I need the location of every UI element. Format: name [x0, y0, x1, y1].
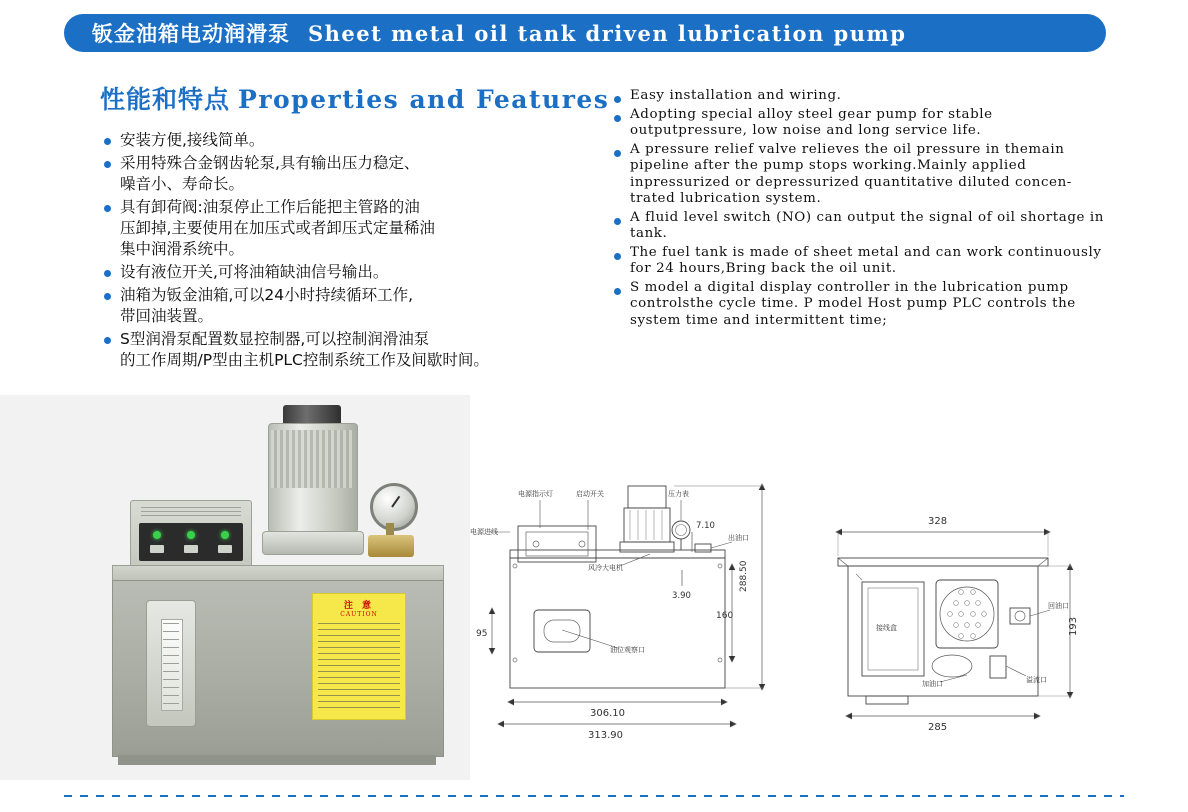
button-left[interactable] — [150, 545, 164, 553]
control-panel-face — [139, 523, 243, 561]
dim-7-10: 7.10 — [696, 521, 715, 531]
callout-air-cooled-motor: 风冷大电机 — [588, 564, 623, 572]
header-bar — [64, 14, 1106, 52]
callout-pressure-gauge: 压力表 — [668, 490, 689, 498]
pressure-gauge — [370, 483, 418, 531]
dim-313-90: 313.90 — [588, 730, 623, 741]
motor-body — [268, 423, 358, 533]
callout-power-inlet: 电源进线 — [470, 528, 498, 536]
section-heading — [100, 80, 609, 116]
list-item: S型润滑泵配置数显控制器,可以控制润滑油泵 的工作周期/P型由主机PLC控制系统工作及间歇时间。 — [104, 329, 584, 371]
front-view-drawing — [470, 484, 765, 741]
run-indicator-led — [187, 531, 195, 539]
dim-285: 285 — [928, 722, 948, 733]
dim-306-10: 306.10 — [590, 708, 625, 719]
callout-oil-outlet: 出油口 — [728, 534, 749, 542]
button-center[interactable] — [184, 545, 198, 553]
list-item: 设有液位开关,可将油箱缺油信号输出。 — [104, 262, 584, 283]
callout-overflow: 溢流口 — [1026, 676, 1047, 684]
callout-oil-return: 回油口 — [1048, 602, 1069, 610]
list-item: 具有卸荷阀:油泵停止工作后能把主管路的油 压卸掉,主要使用在加压式或者卸压式定量稀油 集中润滑系统中。 — [104, 197, 584, 260]
power-indicator-led — [153, 531, 161, 539]
caution-label-cn: 注 意 — [343, 601, 375, 611]
list-item: The fuel tank is made of sheet metal and can work continuously for 24 hours,Bring back the oil unit. — [614, 245, 1114, 278]
alarm-indicator-led — [221, 531, 229, 539]
callout-oil-filler: 加油口 — [922, 680, 943, 688]
dim-160: 160 — [716, 611, 734, 621]
dim-3-90: 3.90 — [672, 591, 691, 601]
list-item: A pressure relief valve relieves the oil pressure in themain pipeline after the pump stops working.Mainly applied inpressurized or depressurized quantitative diluted concen-trated lubrication system. — [614, 142, 1114, 208]
list-item: 采用特殊合金钢齿轮泵,具有输出压力稳定、 噪音小、寿命长。 — [104, 153, 584, 195]
list-item: A fluid level switch (NO) can output the signal of oil shortage in tank. — [614, 210, 1114, 243]
motor-flange — [262, 531, 364, 555]
dim-288-50: 288.50 — [739, 560, 749, 592]
header-title-cn: 钣金油箱电动润滑泵 — [92, 22, 290, 46]
callout-power-indicator: 电源指示灯 — [518, 490, 553, 498]
section-heading-cn: 性能和特点 — [100, 85, 231, 114]
caution-label-text-lines — [318, 623, 400, 708]
dim-193: 193 — [1068, 616, 1079, 636]
list-item: 油箱为钣金油箱,可以24小时持续循环工作, 带回油装置。 — [104, 285, 584, 327]
product-photo — [0, 395, 470, 780]
callout-start-switch: 启动开关 — [576, 490, 604, 498]
tank-base — [118, 755, 436, 765]
features-chinese — [104, 130, 584, 373]
technical-drawings — [470, 470, 1188, 770]
header-title-en: Sheet metal oil tank driven lubrication pump — [308, 20, 907, 46]
list-item: Easy installation and wiring. — [614, 88, 1114, 105]
callout-junction-box: 接线盒 — [876, 624, 897, 632]
control-box-sticker — [141, 507, 241, 517]
list-item: S model a digital display controller in the lubrication pump controlsthe cycle time. P model Host pump PLC controls the system time and intermittent time; — [614, 280, 1114, 330]
caution-label-en: CAUTION — [340, 611, 378, 618]
section-heading-en: Properties and Features — [238, 85, 610, 114]
button-right[interactable] — [218, 545, 232, 553]
sight-glass-ticks — [163, 623, 179, 705]
list-item: Adopting special alloy steel gear pump for stable outputpressure, low noise and long service life. — [614, 107, 1114, 140]
dim-328: 328 — [928, 516, 948, 527]
brass-valve — [368, 535, 414, 557]
oil-level-sight-glass — [146, 600, 196, 727]
footer-divider — [64, 795, 1124, 797]
top-view-drawing — [836, 516, 1079, 733]
features-english — [614, 88, 1114, 331]
list-item: 安装方便,接线简单。 — [104, 130, 584, 151]
dim-95: 95 — [476, 629, 488, 639]
caution-label — [312, 593, 406, 720]
motor-fins — [271, 430, 355, 488]
callout-oil-level-window: 油位观察口 — [610, 646, 645, 654]
